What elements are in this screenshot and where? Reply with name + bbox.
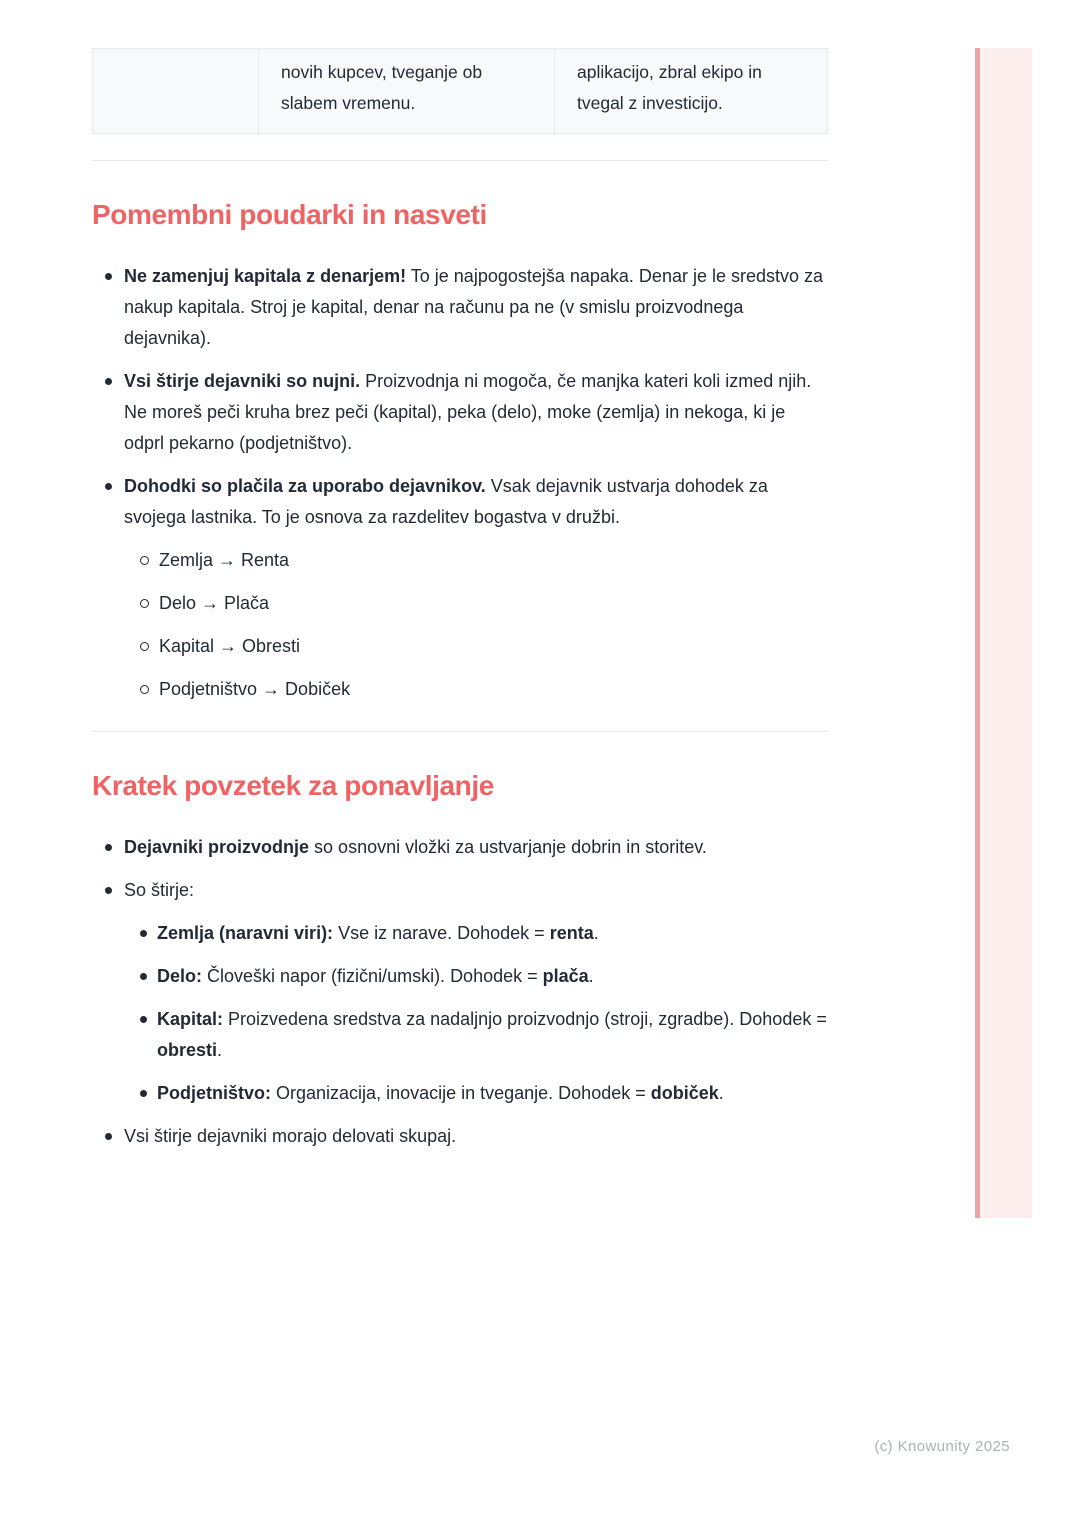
document-section <box>92 160 828 705</box>
list-item <box>92 674 828 705</box>
list-item-text: Dejavniki proizvodnje so osnovni vložki za ustvarjanje dobrin in storitev. <box>124 837 707 857</box>
list-item <box>92 545 828 576</box>
list-item-text: Zemlja (naravni viri): Vse iz narave. Dohodek = renta. <box>157 923 599 943</box>
table-cell-text: aplikacijo, zbral ekipo in <box>577 62 762 82</box>
list-item <box>92 366 828 459</box>
list-item <box>92 588 828 619</box>
disc-bullet-icon <box>105 483 112 490</box>
list-item-text: So štirje: <box>124 880 195 900</box>
list-item <box>92 1004 828 1066</box>
list-item <box>92 832 828 863</box>
table-fragment <box>92 48 828 134</box>
circle-bullet-icon <box>140 599 149 608</box>
disc-bullet-icon <box>105 887 112 894</box>
table-cell-text: novih kupcev, tveganje ob <box>281 62 483 82</box>
list-item-text: Delo → Plača <box>159 593 270 613</box>
list-item <box>92 918 828 949</box>
circle-bullet-icon <box>140 642 149 651</box>
list-item <box>92 961 828 992</box>
section-divider <box>92 731 828 732</box>
disc-bullet-icon <box>105 1133 112 1140</box>
list-item <box>92 1121 828 1152</box>
table-cell <box>258 49 554 133</box>
list-item-text: Delo: Človeški napor (fizični/umski). Dohodek = plača. <box>157 966 594 986</box>
list-item-text: Zemlja → Renta <box>159 550 290 570</box>
list-item <box>92 631 828 662</box>
table-cell-text: slabem vremenu. <box>281 93 416 113</box>
list-item-text: Kapital: Proizvedena sredstva za nadaljnjo proizvodnjo (stroji, zgradbe). Dohodek = obresti. <box>157 1009 827 1060</box>
table-cell-text: tvegal z investicijo. <box>577 93 723 113</box>
disc-bullet-icon <box>140 930 147 937</box>
list-item-text: Podjetništvo → Dobiček <box>159 679 351 699</box>
circle-bullet-icon <box>140 685 149 694</box>
list-item <box>92 471 828 533</box>
document-content <box>92 0 828 1164</box>
disc-bullet-icon <box>140 1016 147 1023</box>
circle-bullet-icon <box>140 556 149 565</box>
page-edge-accent-bar <box>975 48 1032 1218</box>
list-item-text: Podjetništvo: Organizacija, inovacije in tveganje. Dohodek = dobiček. <box>157 1083 724 1103</box>
disc-bullet-icon <box>105 378 112 385</box>
disc-bullet-icon <box>105 273 112 280</box>
document-section <box>92 731 828 1152</box>
section-heading: Pomembni poudarki in nasveti <box>92 199 487 230</box>
disc-bullet-icon <box>105 844 112 851</box>
table-cell <box>93 49 258 133</box>
table-cell <box>554 49 827 133</box>
copyright-text: (c) Knowunity 2025 <box>874 1438 1010 1455</box>
list-item-text: Dohodki so plačila za uporabo dejavnikov. Vsak dejavnik ustvarja dohodek za svojega lastnika. To je osnova za razdelitev bogastva v družbi. <box>124 476 768 527</box>
list-item <box>92 1078 828 1109</box>
list-item-text: Ne zamenjuj kapitala z denarjem! To je najpogostejša napaka. Denar je le sredstvo za nakup kapitala. Stroj je kapital, denar na računu pa ne (v smislu proizvodnega dejavnika). <box>124 266 824 348</box>
disc-bullet-icon <box>140 1090 147 1097</box>
section-divider <box>92 160 828 161</box>
list-item-text: Kapital → Obresti <box>159 636 301 656</box>
list-item-text: Vsi štirje dejavniki morajo delovati skupaj. <box>124 1126 457 1146</box>
section-heading: Kratek povzetek za ponavljanje <box>92 770 494 801</box>
list-item-text: Vsi štirje dejavniki so nujni. Proizvodnja ni mogoča, če manjka kateri koli izmed njih. Ne moreš peči kruha brez peči (kapital), peka (delo), moke (zemlja) in nekoga, ki je odprl pekarno (podjetništvo). <box>124 371 812 453</box>
disc-bullet-icon <box>140 973 147 980</box>
sections <box>92 160 828 1152</box>
list-item <box>92 875 828 906</box>
list-item <box>92 261 828 354</box>
